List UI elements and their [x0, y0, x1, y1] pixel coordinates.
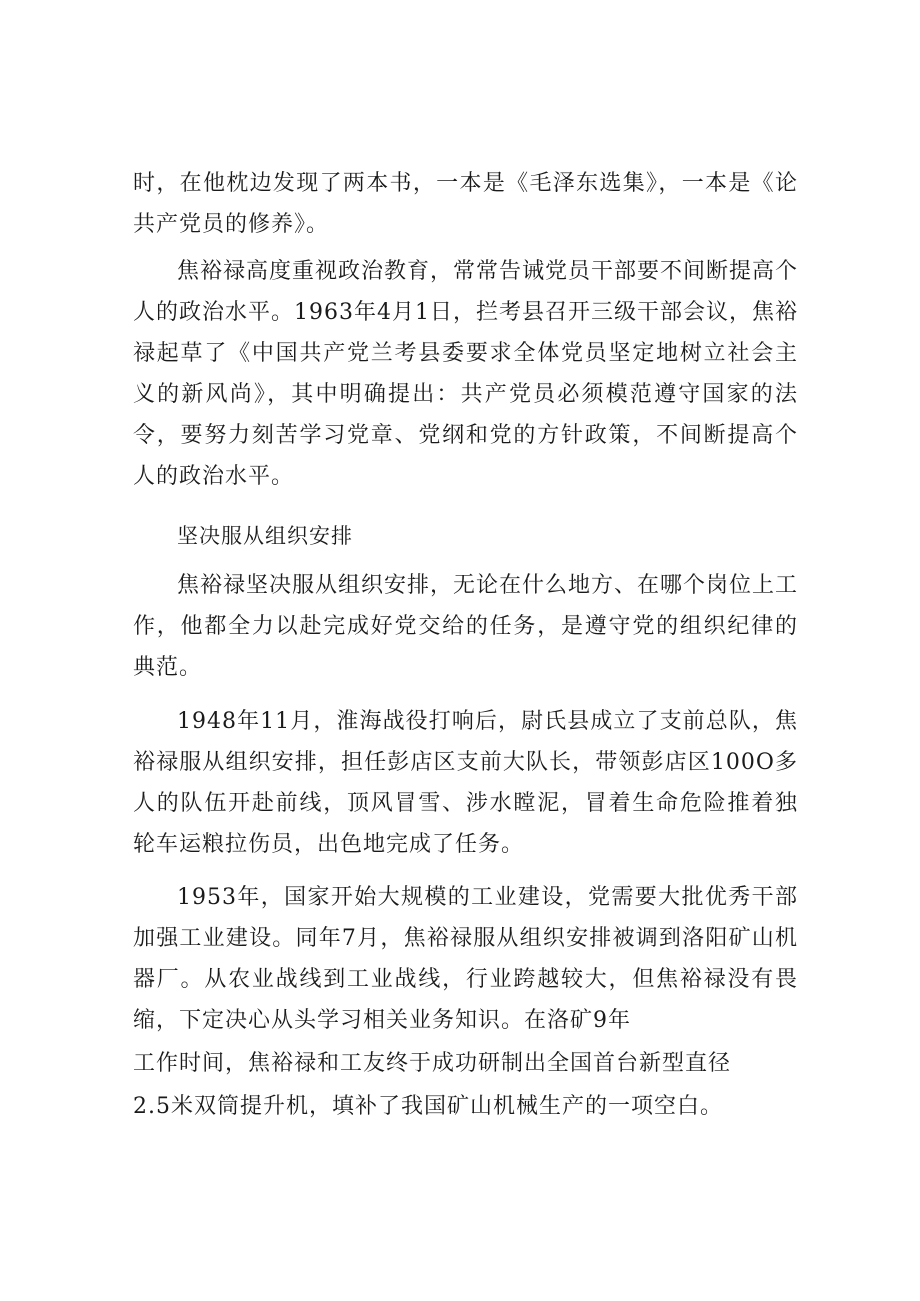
paragraph-obey-organization: 焦裕禄坚决服从组织安排，无论在什么地方、在哪个岗位上工作，他都全力以赴完成好党交给的任务，是遵守党的组织纪律的典范。: [133, 573, 799, 680]
section-heading: 坚决服从组织安排: [177, 524, 353, 548]
paragraph-1953: 1953年，国家开始大规模的工业建设，党需要大批优秀干部加强工业建设。同年7月，焦裕禄服从组织安排被调到洛阳矿山机器厂。从农业战线到工业战线，行业跨越较大，但焦裕禄没有畏缩，下定决心从头学习相关业务知识。在洛矿9年: [133, 885, 798, 1033]
paragraph-1953-line3: 2.5米双筒提升机，填补了我国矿山机械生产的一项空白。: [133, 1094, 723, 1119]
paragraph-1953-line2: 工作时间，焦裕禄和工友终于成功研制出全国首台新型直径: [133, 1051, 732, 1076]
paragraph-continuation: 时，在他枕边发现了两本书，一本是《毛泽东选集》，一本是《论共产党员的修养》。: [133, 171, 798, 237]
paragraph-political-education: 焦裕禄高度重视政治教育，常常告诫党员干部要不间断提高个人的政治水平。1963年4月1日，拦考县召开三级干部会议，焦裕禄起草了《中国共产党兰考县委要求全体党员坚定地树立社会主义的新风尚》，其中明确提出：共产党员必须模范遵守国家的法令，要努力刻苦学习党章、党纲和党的方针政策，不间断提高个人的政治水平。: [133, 259, 799, 489]
paragraph-1948: 1948年11月，淮海战役打响后，尉氏县成立了支前总队，焦裕禄服从组织安排，担任彭店区支前大队长，带领彭店区100O多人的队伍开赴前线，顶风冒雪、涉水瞠泥，冒着生命危险推着独轮车运粮拉伤员，出色地完成了任务。: [133, 709, 798, 857]
